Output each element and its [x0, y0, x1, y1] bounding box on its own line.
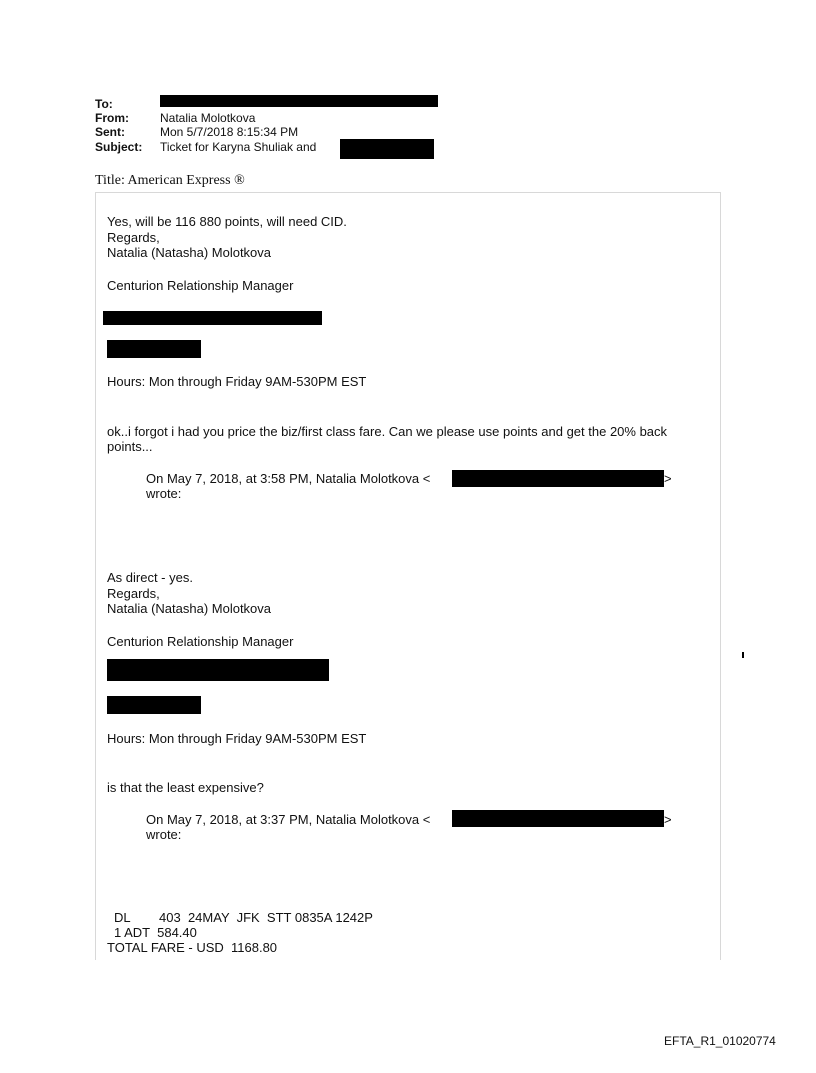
from-value: Natalia Molotkova	[160, 111, 256, 125]
sent-value: Mon 5/7/2018 8:15:34 PM	[160, 125, 299, 139]
message1-line2: Regards,	[107, 230, 160, 245]
message2-line1: As direct - yes.	[107, 570, 193, 585]
subject-label: Subject:	[95, 140, 143, 154]
redaction-to	[160, 95, 438, 107]
reply1-line2: points...	[107, 439, 153, 454]
document-id: EFTA_R1_01020774	[664, 1034, 776, 1048]
subject-value: Ticket for Karyna Shuliak and	[160, 140, 317, 154]
frame-left-border	[95, 192, 96, 960]
message2-hours: Hours: Mon through Friday 9AM-530PM EST	[107, 731, 367, 746]
redaction-email-1	[452, 470, 664, 487]
message1-line1: Yes, will be 116 880 points, will need CID.	[107, 214, 347, 229]
reply2-quote-end: >	[664, 812, 672, 827]
redaction-email-2	[452, 810, 664, 827]
reply2-quote-line2: wrote:	[146, 827, 182, 842]
to-label: To:	[95, 97, 113, 111]
reply1-quote-line2: wrote:	[146, 486, 182, 501]
itinerary-total: TOTAL FARE - USD 1168.80	[107, 940, 278, 955]
reply2-line1: is that the least expensive?	[107, 780, 264, 795]
redaction-contact-1a	[103, 311, 322, 325]
sent-label: Sent:	[95, 125, 125, 139]
redaction-contact-1b	[107, 340, 201, 358]
reply1-line1: ok..i forgot i had you price the biz/first class fare. Can we please use points and get the 20% back	[107, 424, 668, 439]
redaction-contact-2a	[107, 659, 329, 681]
scan-mark	[742, 652, 744, 658]
reply1-quote-line1: On May 7, 2018, at 3:58 PM, Natalia Molotkova <	[146, 471, 431, 486]
message1-hours: Hours: Mon through Friday 9AM-530PM EST	[107, 374, 367, 389]
message2-line3: Natalia (Natasha) Molotkova	[107, 601, 272, 616]
from-label: From:	[95, 111, 129, 125]
frame-top-border	[95, 192, 721, 193]
reply2-quote-line1: On May 7, 2018, at 3:37 PM, Natalia Molotkova <	[146, 812, 431, 827]
reply1-quote-end: >	[664, 471, 672, 486]
redaction-subject	[340, 139, 434, 159]
message1-role: Centurion Relationship Manager	[107, 278, 294, 293]
message1-line3: Natalia (Natasha) Molotkova	[107, 245, 272, 260]
message2-role: Centurion Relationship Manager	[107, 634, 294, 649]
title-line: Title: American Express ®	[95, 173, 245, 188]
redaction-contact-2b	[107, 696, 201, 714]
frame-right-border	[720, 192, 721, 960]
itinerary-line1: DL 403 24MAY JFK STT 0835A 1242P	[114, 910, 373, 925]
itinerary-line2: 1 ADT 584.40	[114, 925, 197, 940]
message2-line2: Regards,	[107, 586, 160, 601]
